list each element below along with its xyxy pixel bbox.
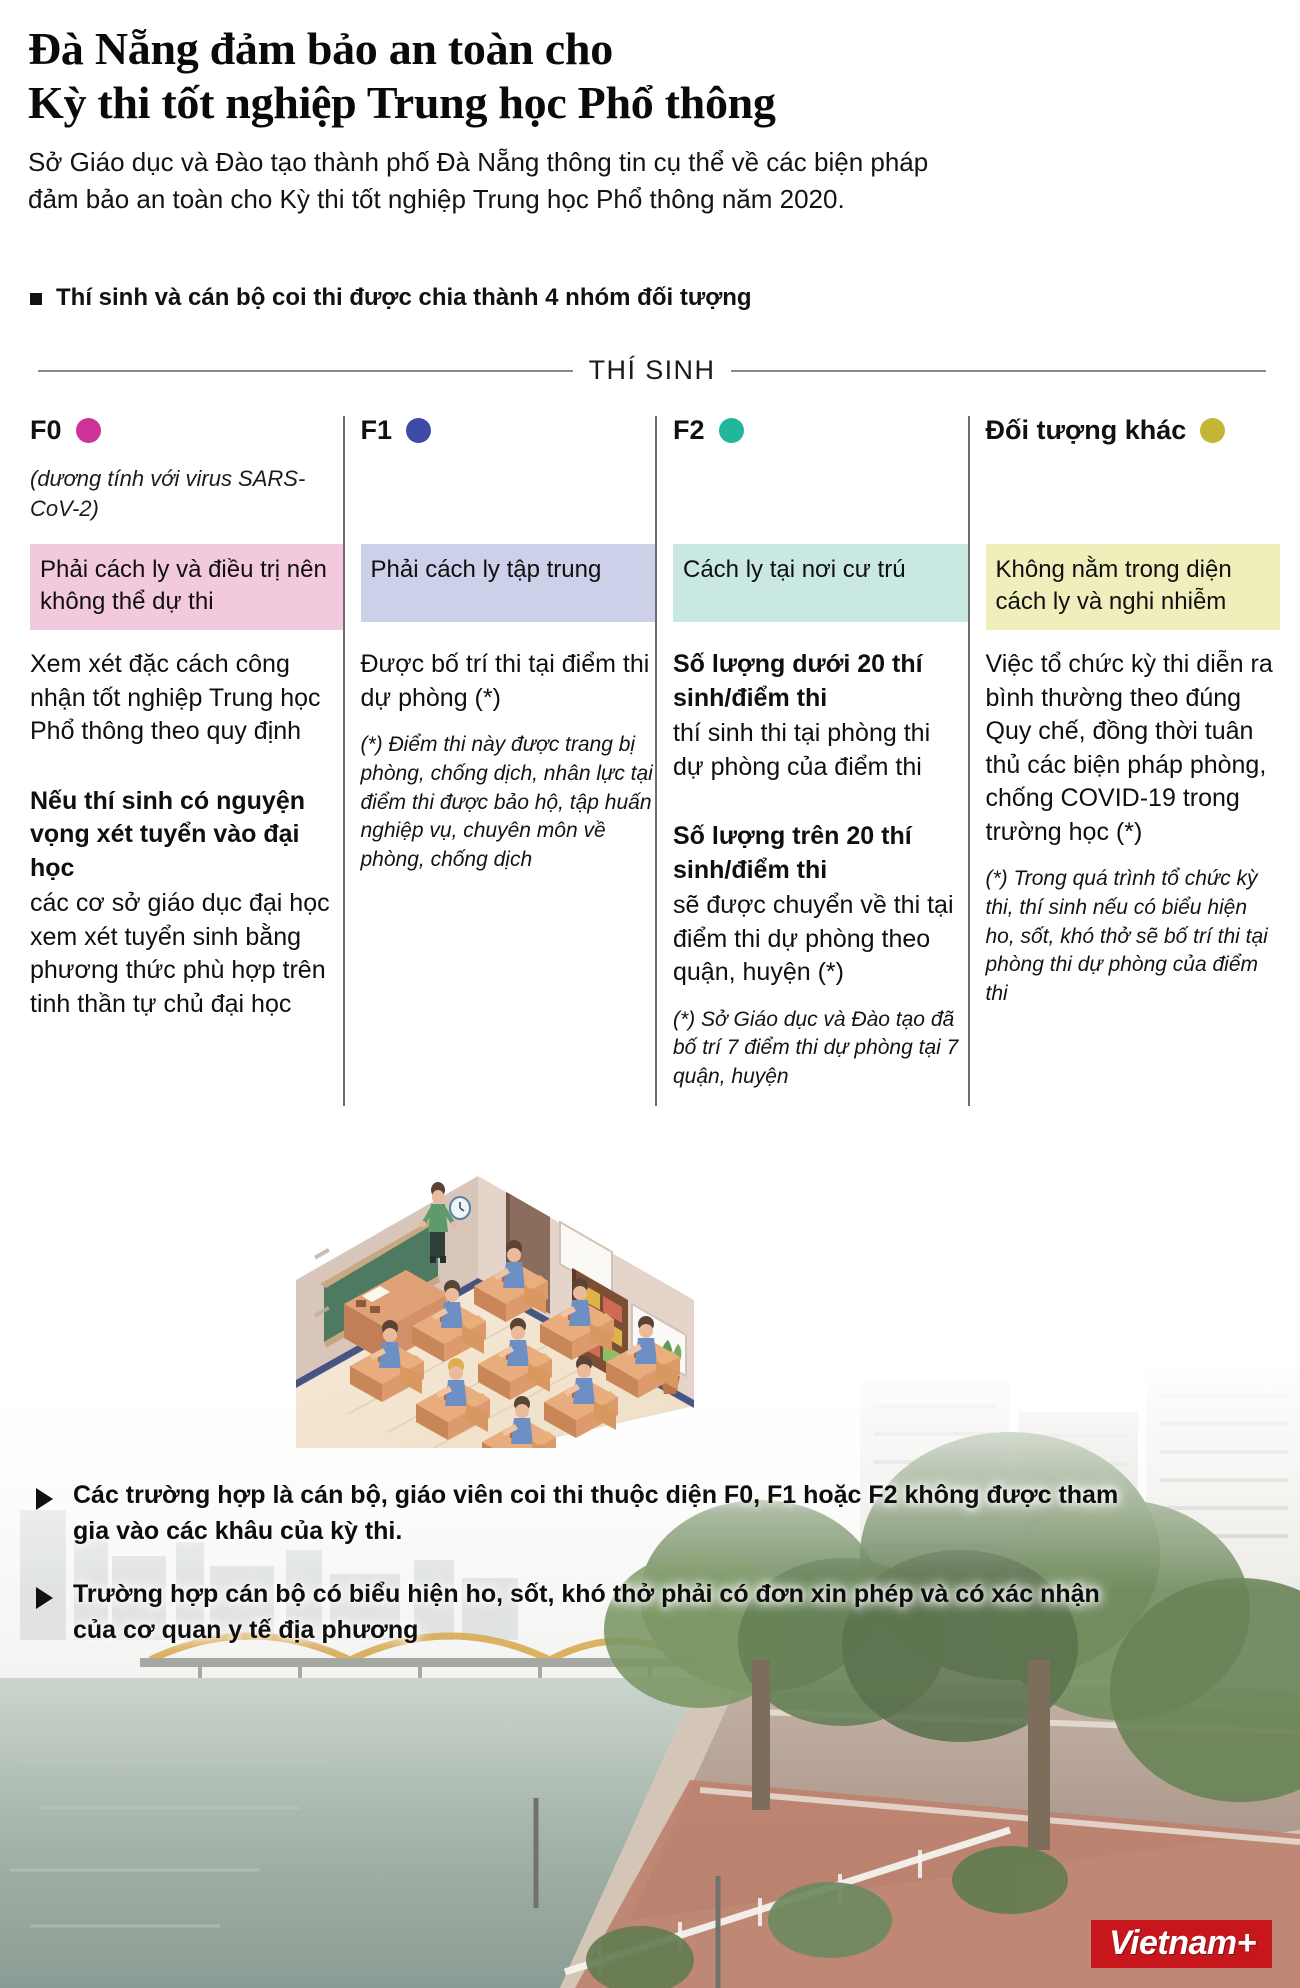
column-f0-paragraph-3: các cơ sở giáo dục đại học xem xét tuyển sinh bằng phương thức phù hợp trên tinh thần tự chủ đại học (30, 889, 330, 1018)
staff-rules-list (36, 1478, 1136, 1676)
divider-rule-left (38, 370, 573, 372)
column-other-header (986, 410, 1267, 450)
column-other-footnote: (*) Trong quá trình tổ chức kỳ thi, thí sinh nếu có biểu hiện ho, sốt, khó thở sẽ bố trí thi tại phòng thi dự phòng của điểm thi (985, 867, 1268, 1006)
column-other-label: Đối tượng khác (985, 414, 1187, 445)
column-f0-label: F0 (30, 414, 62, 445)
page-title-line-2: Kỳ thi tốt nghiệp Trung học Phổ thông (28, 76, 776, 128)
column-f1-footnote: (*) Điểm thi này được trang bị phòng, chống dịch, nhân lực tại điểm thi được bảo hộ, tập huấn nghiệp vụ, chuyên môn về phòng, chống dịch (360, 733, 653, 872)
column-f2-label: F2 (673, 414, 705, 445)
column-f0-header (30, 410, 329, 450)
header (28, 22, 1272, 217)
staff-rule-item (36, 1478, 1136, 1549)
column-f2-paragraph-3: Số lượng trên 20 thí sinh/điểm thi (673, 822, 912, 884)
column-f1-body (361, 648, 656, 875)
column-other-status-box: Không nằm trong diện cách ly và nghi nhiễm (986, 544, 1281, 630)
lead-bullet (30, 282, 1270, 313)
column-divider-1 (343, 416, 345, 1106)
column-f2-paragraph-4: sẽ được chuyển về thi tại điểm thi dự phòng theo quận, huyện (*) (673, 891, 954, 986)
column-f0-status-box: Phải cách ly và điều trị nên không thể dự thi (30, 544, 343, 630)
column-other (968, 410, 1281, 1430)
column-divider-3 (968, 416, 970, 1106)
staff-rule-text-1: Các trường hợp là cán bộ, giáo viên coi thi thuộc diện F0, F1 hoặc F2 không được tham gia vào các khâu của kỳ thi. (73, 1481, 1119, 1545)
staff-rule-text-2: Trường hợp cán bộ có biểu hiện ho, sốt, khó thở phải có đơn xin phép và có xác nhận của cơ quan y tế địa phương (73, 1580, 1100, 1644)
f0-color-dot-icon (76, 418, 101, 443)
column-f1-paragraph-1: Được bố trí thi tại điểm thi dự phòng (*) (360, 650, 650, 712)
column-divider-2 (655, 416, 657, 1106)
column-f2-status-box: Cách ly tại nơi cư trú (673, 544, 968, 622)
classroom-illustration (288, 1118, 708, 1448)
column-other-body (986, 648, 1281, 1009)
section-divider-students (38, 355, 1266, 386)
page-subtitle-line-1: Sở Giáo dục và Đào tạo thành phố Đà Nẵng thông tin cụ thể về các biện pháp (28, 146, 929, 177)
page-title (28, 22, 1272, 130)
page-title-line-1: Đà Nẵng đảm bảo an toàn cho (28, 23, 613, 74)
staff-rule-item (36, 1577, 1136, 1648)
divider-rule-right (731, 370, 1266, 372)
column-f0-body (30, 648, 343, 1023)
column-f2-paragraph-1: Số lượng dưới 20 thí sinh/điểm thi (673, 650, 923, 712)
other-color-dot-icon (1200, 418, 1225, 443)
column-f1-label: F1 (360, 414, 393, 445)
vietnamplus-logo-text: Vietnam+ (1109, 1924, 1256, 1962)
column-f1-header (361, 410, 642, 450)
column-f1-status-box: Phải cách ly tập trung (361, 544, 656, 622)
column-f0-paragraph-1: Xem xét đặc cách công nhận tốt nghiệp Trung học Phổ thông theo quy định (30, 650, 321, 745)
lead-bullet-label: Thí sinh và cán bộ coi thi được chia thành 4 nhóm đối tượng (56, 284, 752, 311)
column-f0-paragraph-2: Nếu thí sinh có nguyện vọng xét tuyển vào đại học (30, 786, 306, 882)
page-subtitle (28, 144, 1272, 218)
section-label-students: THÍ SINH (588, 355, 716, 385)
f1-color-dot-icon (406, 418, 431, 443)
page-subtitle-line-2: đảm bảo an toàn cho Kỳ thi tốt nghiệp Trung học Phổ thông năm 2020. (28, 183, 845, 214)
column-f2-body (673, 648, 968, 1092)
column-f2-paragraph-2: thí sinh thi tại phòng thi dự phòng của điểm thi (673, 719, 931, 781)
triangle-bullet-icon (36, 1488, 53, 1510)
triangle-bullet-icon (36, 1587, 53, 1609)
f2-color-dot-icon (719, 418, 744, 443)
column-f0-note: (dương tính với virus SARS-CoV-2) (30, 466, 306, 521)
column-f2-header (673, 410, 954, 450)
vietnamplus-logo (1091, 1920, 1272, 1968)
column-f2-footnote: (*) Sở Giáo dục và Đào tạo đã bố trí 7 điểm thi dự phòng tại 7 quận, huyện (673, 1007, 959, 1089)
square-bullet-icon (30, 293, 42, 305)
column-other-paragraph-1: Việc tổ chức kỳ thi diễn ra bình thường theo đúng Quy chế, đồng thời tuân thủ các biện pháp phòng, chống COVID-19 trong trường học (*) (985, 650, 1273, 846)
